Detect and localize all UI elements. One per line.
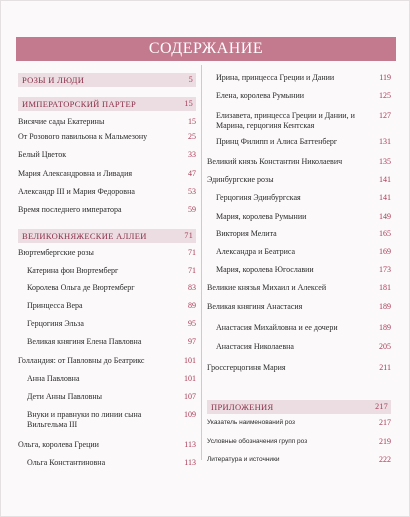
toc-page-number: 149 bbox=[379, 212, 391, 221]
toc-section bbox=[18, 73, 196, 87]
toc-entry-title: Эдинбургские розы bbox=[207, 175, 274, 184]
toc-page-number: 169 bbox=[379, 247, 391, 256]
toc-entry bbox=[18, 132, 196, 142]
toc-entry bbox=[18, 356, 196, 366]
toc-entry bbox=[18, 187, 196, 197]
toc-entry-title: Условные обозначения групп роз bbox=[207, 438, 308, 445]
toc-entry bbox=[207, 212, 391, 222]
toc-entry-title: Дети Анны Павловны bbox=[27, 392, 103, 401]
toc-page-number: 71 bbox=[188, 248, 196, 257]
toc-page-number: 189 bbox=[379, 302, 391, 311]
toc-page-number: 15 bbox=[184, 99, 193, 108]
toc-page-number: 95 bbox=[188, 319, 196, 328]
toc-page-number: 219 bbox=[379, 437, 391, 446]
toc-page-number: 173 bbox=[379, 265, 391, 274]
toc-entry bbox=[18, 169, 196, 179]
toc-entry-title: Королева Ольга де Вюртемберг bbox=[27, 283, 135, 292]
toc-entry-title: Ольга, королева Греции bbox=[18, 440, 99, 449]
toc-entry-title: От Розового павильона к Мальмезону bbox=[18, 132, 148, 141]
toc-entry bbox=[207, 323, 391, 333]
toc-entry-title: Ирина, принцесса Греции и Дании bbox=[216, 73, 335, 82]
toc-page-number: 25 bbox=[188, 132, 196, 141]
toc-entry-title: Великий князь Константин Николаевич bbox=[207, 157, 343, 166]
toc-entry-title: Ольга Константиновна bbox=[27, 458, 106, 467]
toc-entry bbox=[18, 392, 196, 402]
toc-page-number: 141 bbox=[379, 175, 391, 184]
toc-page-number: 89 bbox=[188, 301, 196, 310]
toc-entry-title: Виктория Мелита bbox=[216, 229, 277, 238]
toc-entry bbox=[18, 205, 196, 215]
toc-section bbox=[18, 97, 196, 111]
toc-entry-title: ПРИЛОЖЕНИЯ bbox=[211, 402, 274, 412]
toc-entry bbox=[18, 150, 196, 160]
toc-entry bbox=[18, 374, 196, 384]
toc-entry bbox=[18, 410, 196, 430]
toc-entry bbox=[18, 458, 196, 468]
toc-entry-title: Елизавета, принцесса Греции и Дании, и Марина, герцогиня Кентская bbox=[216, 111, 355, 130]
toc-page-number: 109 bbox=[184, 410, 196, 419]
toc-entry bbox=[207, 418, 391, 428]
toc-entry bbox=[207, 342, 391, 352]
toc-page-number: 165 bbox=[379, 229, 391, 238]
toc-entry-title: Время последнего императора bbox=[18, 205, 122, 214]
toc-page-number: 211 bbox=[379, 363, 391, 372]
toc-entry bbox=[207, 91, 391, 101]
toc-page-number: 222 bbox=[379, 455, 391, 464]
toc-entry-title: Белый Цветок bbox=[18, 150, 67, 159]
toc-entry-title: Мария, королева Югославии bbox=[216, 265, 314, 274]
toc-entry bbox=[207, 137, 391, 147]
toc-entry-title: Литература и источники bbox=[207, 456, 280, 463]
toc-entry bbox=[207, 229, 391, 239]
toc-entry-title: ВЕЛИКОКНЯЖЕСКИЕ АЛЛЕИ bbox=[22, 231, 147, 241]
toc-page-number: 101 bbox=[184, 356, 196, 365]
toc-page-number: 217 bbox=[379, 418, 391, 427]
toc-page-number: 47 bbox=[188, 169, 196, 178]
toc-entry-title: Висячие сады Екатерины bbox=[18, 117, 105, 126]
toc-entry bbox=[207, 455, 391, 465]
toc-page-number: 113 bbox=[184, 458, 196, 467]
toc-entry-title: Великая княгиня Анастасия bbox=[207, 302, 303, 311]
toc-entry-title: Гроссгерцогиня Мария bbox=[207, 363, 286, 372]
toc-page-number: 135 bbox=[379, 157, 391, 166]
toc-entry-title: Указатель наименований роз bbox=[207, 419, 296, 426]
toc-entry bbox=[207, 73, 391, 83]
toc-entry bbox=[207, 265, 391, 275]
toc-entry-title: Анастасия Николаевна bbox=[216, 342, 294, 351]
toc-page-number: 107 bbox=[184, 392, 196, 401]
toc-page-number: 131 bbox=[379, 137, 391, 146]
toc-entry bbox=[18, 266, 196, 276]
toc-entry-title: Принцесса Вера bbox=[27, 301, 83, 310]
toc-page-number: 217 bbox=[375, 402, 388, 411]
toc-entry bbox=[18, 337, 196, 347]
toc-page-number: 59 bbox=[188, 205, 196, 214]
toc-page-number: 127 bbox=[379, 111, 391, 120]
toc-page-number: 71 bbox=[184, 231, 193, 240]
toc-page-number: 97 bbox=[188, 337, 196, 346]
toc-entry-title: Внуки и правнуки по линии сына Вильгельма III bbox=[27, 410, 142, 429]
toc-entry-title: Мария, королева Румынии bbox=[216, 212, 307, 221]
toc-page-number: 119 bbox=[379, 73, 391, 82]
toc-entry-title: Александр III и Мария Федоровна bbox=[18, 187, 135, 196]
toc-page-number: 125 bbox=[379, 91, 391, 100]
toc-entry bbox=[207, 437, 391, 447]
toc-entry bbox=[207, 247, 391, 257]
toc-page-number: 101 bbox=[184, 374, 196, 383]
toc-entry bbox=[18, 117, 196, 127]
toc-page-number: 113 bbox=[184, 440, 196, 449]
toc-entry-title: Герцогиня Эдинбургская bbox=[216, 193, 301, 202]
toc-entry bbox=[207, 111, 391, 131]
toc-entry bbox=[18, 248, 196, 258]
toc-entry-title: Великие князья Михаил и Алексей bbox=[207, 283, 327, 292]
toc-entry bbox=[18, 301, 196, 311]
toc-entry-title: Елена, королева Румынии bbox=[216, 91, 305, 100]
toc-entry-title: Анастасия Михайловна и ее дочери bbox=[216, 323, 338, 332]
toc-page-number: 141 bbox=[379, 193, 391, 202]
toc-entry-title: РОЗЫ И ЛЮДИ bbox=[22, 75, 85, 85]
toc-page-number: 5 bbox=[188, 75, 193, 84]
column-divider bbox=[201, 65, 202, 460]
toc-entry bbox=[207, 157, 391, 167]
toc-entry-title: Александра и Беатриса bbox=[216, 247, 296, 256]
toc-entry bbox=[207, 363, 391, 373]
toc-page-number: 71 bbox=[188, 266, 196, 275]
toc-entry-title: Голландия: от Павловны до Беатрикс bbox=[18, 356, 145, 365]
toc-entry bbox=[18, 440, 196, 450]
toc-section bbox=[207, 400, 391, 414]
page-title: СОДЕРЖАНИЕ bbox=[16, 37, 396, 61]
toc-entry-title: Катерина фон Вюртемберг bbox=[27, 266, 119, 275]
toc-page-number: 181 bbox=[379, 283, 391, 292]
toc-entry bbox=[18, 319, 196, 329]
toc-entry bbox=[207, 175, 391, 185]
toc-entry bbox=[207, 283, 391, 293]
toc-page-number: 33 bbox=[188, 150, 196, 159]
toc-entry-title: Герцогиня Эльза bbox=[27, 319, 84, 328]
toc-entry-title: Вюртембергские розы bbox=[18, 248, 94, 257]
toc-entry-title: Принц Филипп и Алиса Баттенберг bbox=[216, 137, 338, 146]
toc-entry bbox=[207, 302, 391, 312]
toc-entry-title: Великая княгиня Елена Павловна bbox=[27, 337, 142, 346]
toc-page-number: 83 bbox=[188, 283, 196, 292]
toc-entry-title: Анна Павловна bbox=[27, 374, 80, 383]
toc-entry-title: Мария Александровна и Ливадия bbox=[18, 169, 133, 178]
toc-entry bbox=[207, 193, 391, 203]
toc-entry-title: ИМПЕРАТОРСКИЙ ПАРТЕР bbox=[22, 99, 137, 109]
toc-page-number: 189 bbox=[379, 323, 391, 332]
toc-page-number: 53 bbox=[188, 187, 196, 196]
toc-entry bbox=[18, 283, 196, 293]
toc-section bbox=[18, 229, 196, 243]
toc-page-number: 205 bbox=[379, 342, 391, 351]
toc-page-number: 15 bbox=[188, 117, 196, 126]
